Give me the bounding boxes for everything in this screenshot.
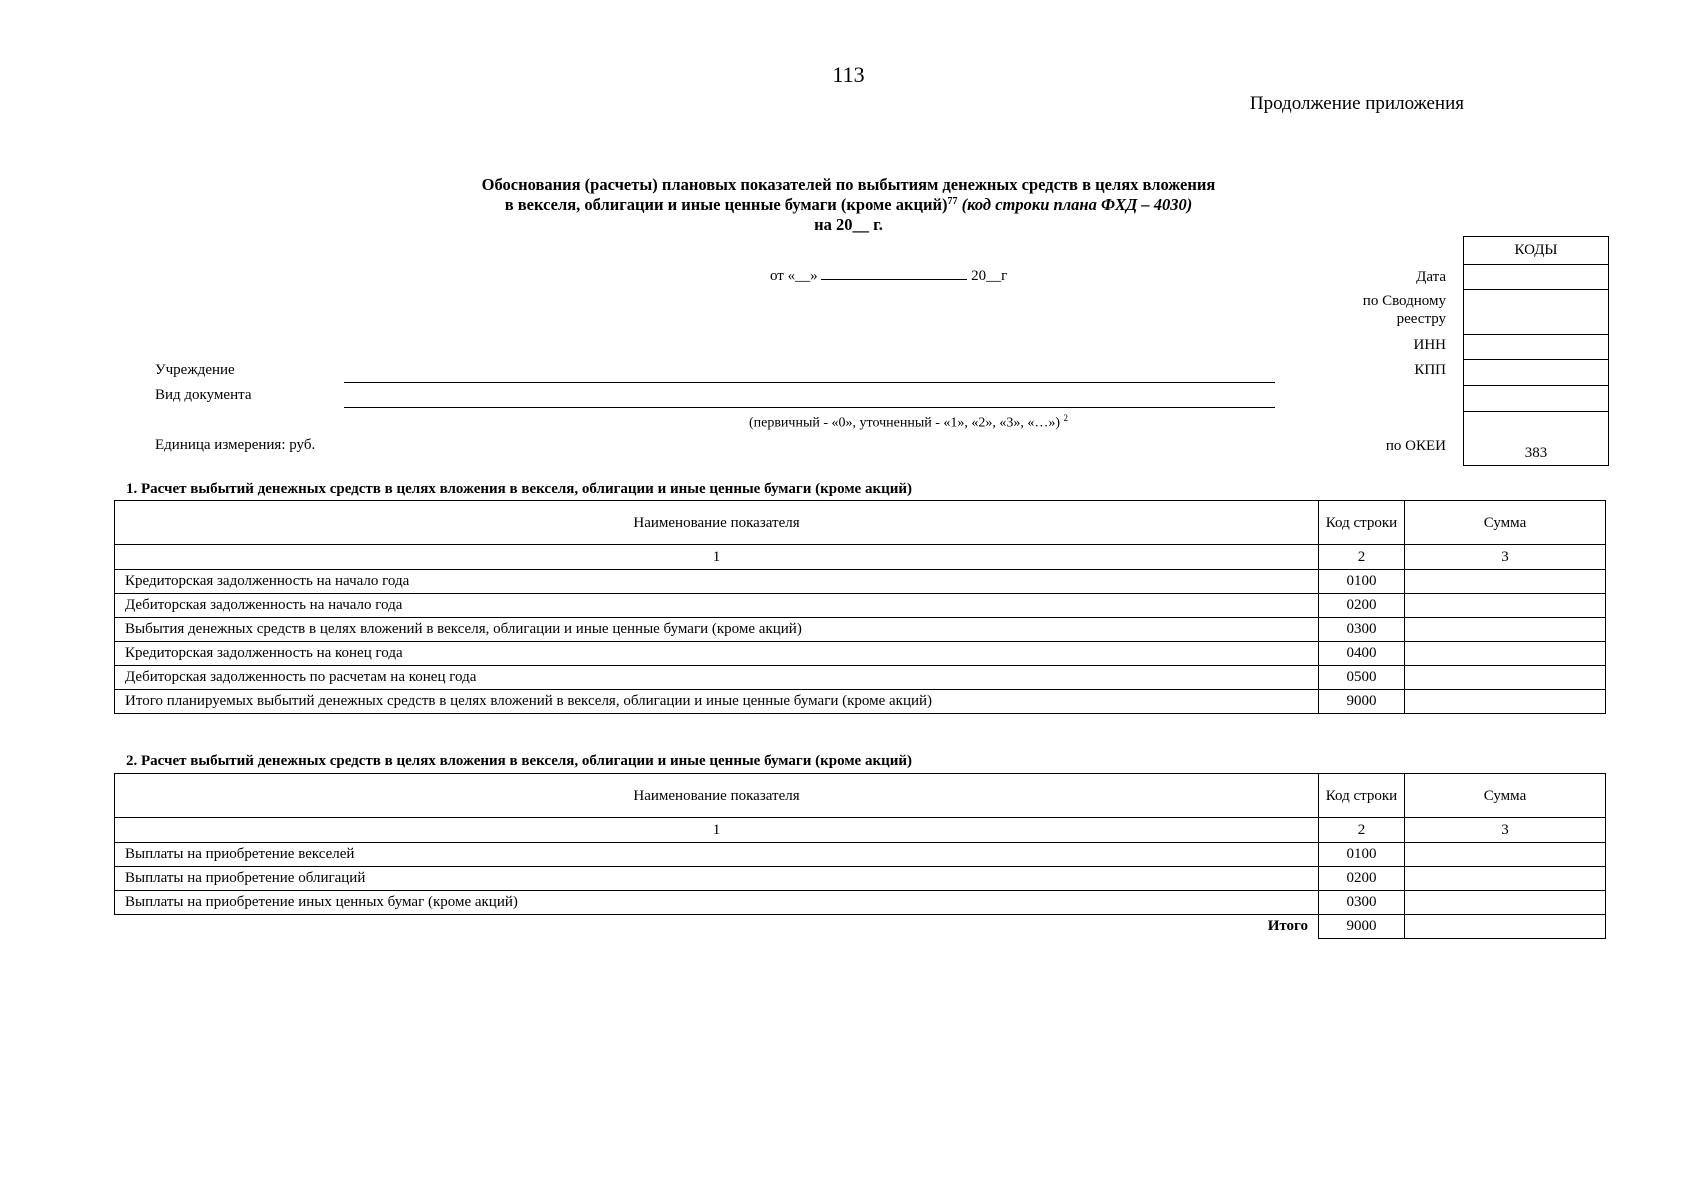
- row-sum-cell[interactable]: [1405, 618, 1606, 642]
- row-name: Выплаты на приобретение векселей: [115, 843, 1319, 867]
- code-kpp-cell[interactable]: [1464, 360, 1609, 386]
- unit-label: Единица измерения: руб.: [155, 437, 316, 453]
- row-code: 0400: [1319, 642, 1405, 666]
- title-line-1: Обоснования (расчеты) плановых показателей по выбытиям денежных средств в целях вложения: [481, 175, 1216, 194]
- table-row: [115, 666, 1606, 690]
- title-line-3: на 20__ г.: [814, 215, 883, 234]
- s1-col-num: 3: [1405, 545, 1606, 570]
- total-label: Итого: [1267, 918, 1308, 935]
- s2-col-code-header: Код строки: [1319, 774, 1405, 818]
- row-code: 0300: [1319, 618, 1405, 642]
- row-code: 9000: [1319, 690, 1405, 714]
- row-code: 0200: [1319, 594, 1405, 618]
- code-registry-cell[interactable]: [1464, 290, 1609, 335]
- title-line-2-text: в векселя, облигации и иные ценные бумаги (кроме акций): [504, 195, 948, 214]
- s2-col-name-header: Наименование показателя: [115, 774, 1319, 818]
- total-sum-cell[interactable]: [1405, 915, 1606, 939]
- page-number: 113: [832, 62, 865, 87]
- row-sum-cell[interactable]: [1405, 642, 1606, 666]
- code-okei-cell[interactable]: 383: [1464, 412, 1609, 466]
- doc-type-input[interactable]: [344, 407, 1275, 408]
- doc-type-hint-text: (первичный - «0», уточненный - «1», «2», «3», «…»): [748, 415, 1061, 431]
- title-line-2-italic: (код строки плана ФХД – 4030): [961, 195, 1193, 214]
- table-row: [115, 891, 1606, 915]
- s1-col-sum-header: Сумма: [1405, 501, 1606, 545]
- code-label-kpp: КПП: [1414, 362, 1446, 378]
- code-inn-cell[interactable]: [1464, 335, 1609, 360]
- s1-col-name-header: Наименование показателя: [115, 501, 1319, 545]
- section-2-table: [114, 773, 1606, 939]
- row-sum-cell[interactable]: [1405, 843, 1606, 867]
- doc-type-label: Вид документа: [155, 387, 252, 403]
- table-row: [115, 642, 1606, 666]
- row-code: 0100: [1319, 843, 1405, 867]
- s1-col-code-header: Код строки: [1319, 501, 1405, 545]
- row-name: Итого планируемых выбытий денежных средств в целях вложений в векселя, облигации и иные ценные бумаги (кроме акций): [115, 690, 1319, 714]
- code-doctype-cell[interactable]: [1464, 386, 1609, 412]
- row-code: 0100: [1319, 570, 1405, 594]
- code-label-registry: по Сводному реестру: [1362, 293, 1446, 327]
- code-label-inn: ИНН: [1413, 337, 1446, 353]
- institution-label: Учреждение: [155, 362, 235, 378]
- table-row: [115, 618, 1606, 642]
- document-title: [0, 175, 1697, 235]
- section-2-title: 2. Расчет выбытий денежных средств в целях вложения в векселя, облигации и иные ценные бумаги (кроме акций): [126, 753, 913, 769]
- s1-col-num: 1: [115, 545, 1319, 570]
- row-sum-cell[interactable]: [1405, 690, 1606, 714]
- s2-col-num: 3: [1405, 818, 1606, 843]
- code-label-date: Дата: [1416, 269, 1446, 285]
- date-line: [770, 266, 1007, 285]
- row-name: Дебиторская задолженность по расчетам на конец года: [115, 666, 1319, 690]
- s1-col-num: 2: [1319, 545, 1405, 570]
- table-row: [115, 843, 1606, 867]
- table-row: [115, 867, 1606, 891]
- total-code: 9000: [1319, 915, 1405, 939]
- total-row: [115, 915, 1606, 939]
- row-name: Кредиторская задолженность на начало года: [115, 570, 1319, 594]
- codes-header: КОДЫ: [1464, 237, 1609, 265]
- title-footnote-mark: 77: [947, 196, 958, 207]
- table-row: [115, 594, 1606, 618]
- row-code: 0200: [1319, 867, 1405, 891]
- continuation-note: Продолжение приложения: [1249, 93, 1464, 114]
- section-1-title: 1. Расчет выбытий денежных средств в целях вложения в векселя, облигации и иные ценные бумаги (кроме акций): [126, 481, 913, 497]
- s2-col-num: 1: [115, 818, 1319, 843]
- row-code: 0500: [1319, 666, 1405, 690]
- row-code: 0300: [1319, 891, 1405, 915]
- doc-type-hint-mark: 2: [1063, 413, 1069, 423]
- date-month-blank[interactable]: [821, 266, 967, 280]
- row-sum-cell[interactable]: [1405, 594, 1606, 618]
- row-name: Дебиторская задолженность на начало года: [115, 594, 1319, 618]
- date-prefix: от «__»: [770, 268, 818, 284]
- code-date-cell[interactable]: [1464, 265, 1609, 290]
- row-sum-cell[interactable]: [1405, 891, 1606, 915]
- code-label-okei: по ОКЕИ: [1385, 438, 1446, 454]
- doc-type-hint: [0, 413, 1697, 432]
- institution-input[interactable]: [344, 382, 1275, 383]
- table-row: [115, 570, 1606, 594]
- title-line-2: [0, 195, 1697, 215]
- s2-col-sum-header: Сумма: [1405, 774, 1606, 818]
- date-suffix: 20__г: [971, 268, 1008, 284]
- row-name: Выплаты на приобретение облигаций: [115, 867, 1319, 891]
- row-name: Кредиторская задолженность на конец года: [115, 642, 1319, 666]
- row-name: Выбытия денежных средств в целях вложений в векселя, облигации и иные ценные бумаги (кроме акций): [115, 618, 1319, 642]
- s2-col-num: 2: [1319, 818, 1405, 843]
- row-sum-cell[interactable]: [1405, 666, 1606, 690]
- section-1-table: [114, 500, 1606, 714]
- table-row: [115, 690, 1606, 714]
- row-sum-cell[interactable]: [1405, 867, 1606, 891]
- row-name: Выплаты на приобретение иных ценных бумаг (кроме акций): [115, 891, 1319, 915]
- row-sum-cell[interactable]: [1405, 570, 1606, 594]
